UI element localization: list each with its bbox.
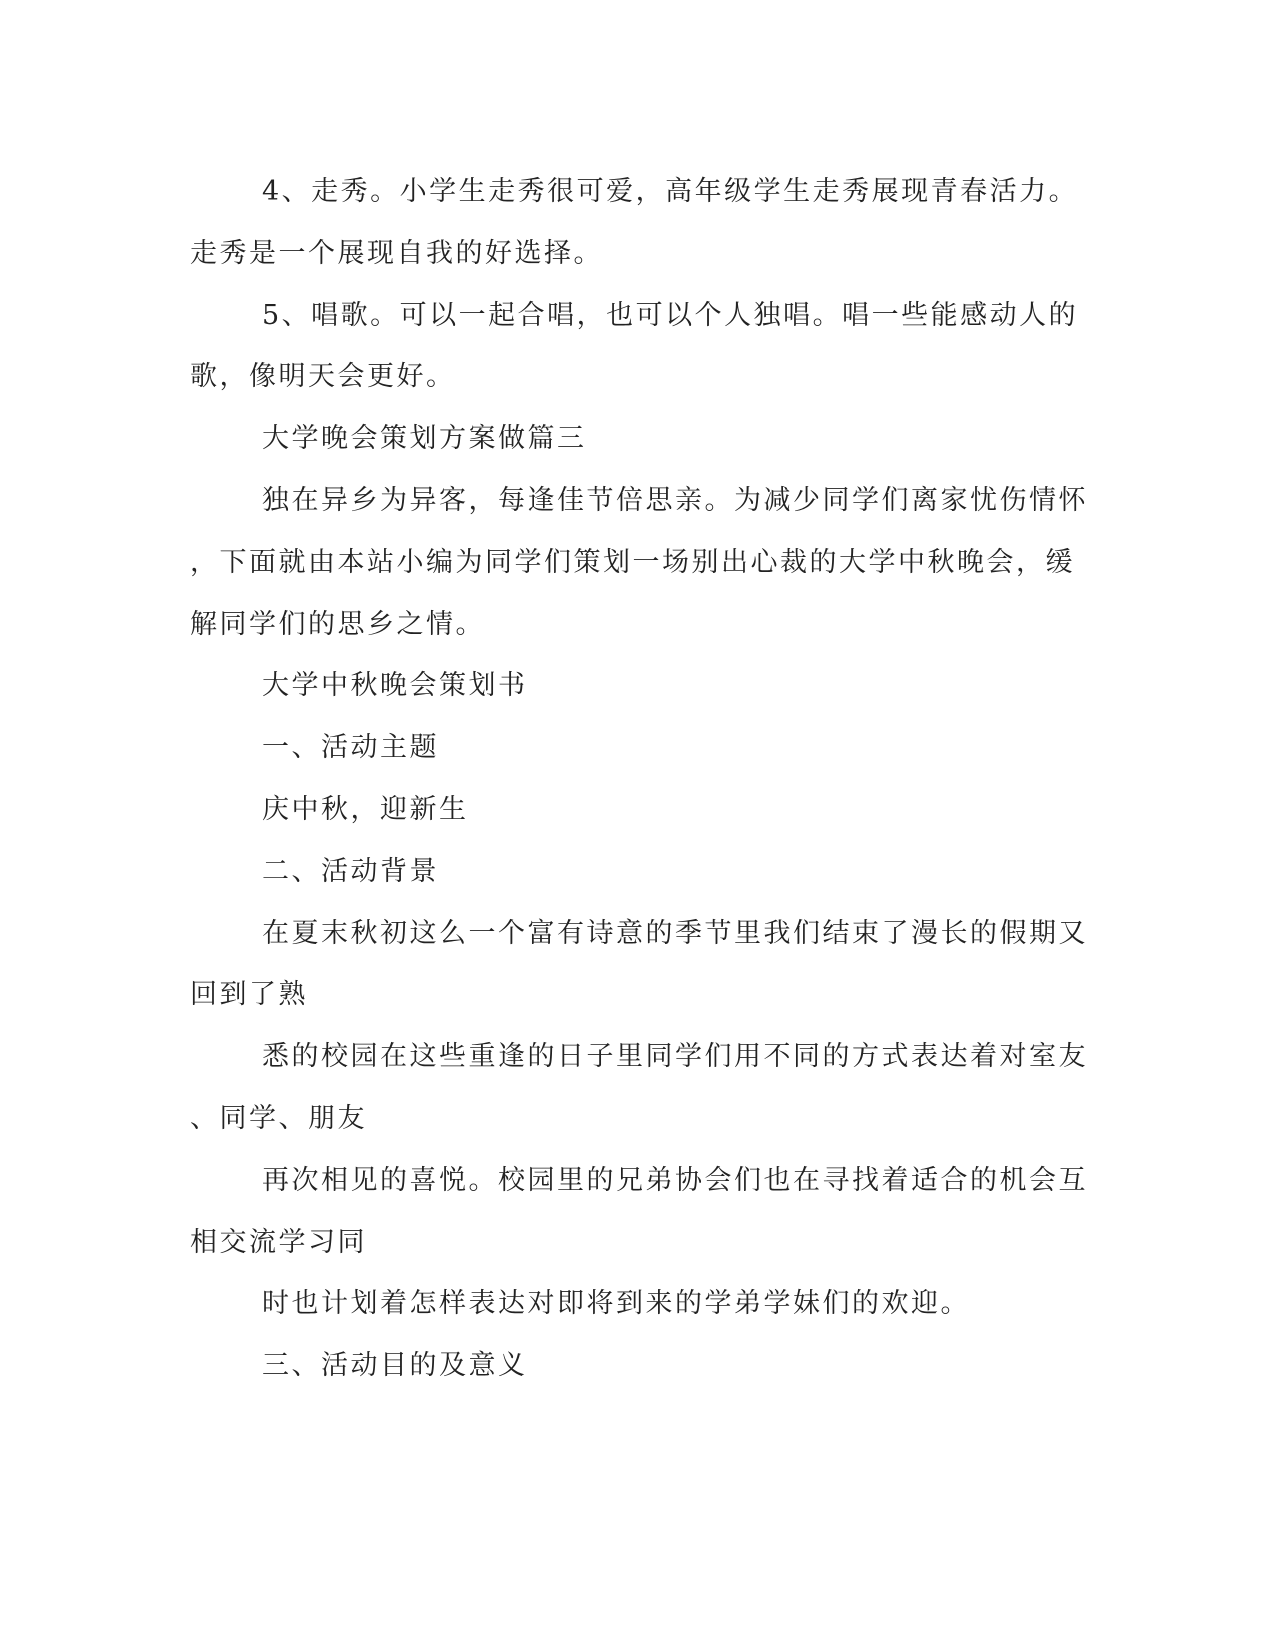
section-heading: 大学晚会策划方案做篇三 [262, 423, 587, 455]
document-body [190, 161, 1090, 1397]
section-heading: 三、活动目的及意义 [262, 1350, 528, 1382]
paragraph-line: 再次相见的喜悦。校园里的兄弟协会们也在寻找着适合的机会互 [262, 1164, 1088, 1196]
paragraph-line: 在夏末秋初这么一个富有诗意的季节里我们结束了漫长的假期又 [262, 917, 1088, 949]
paragraph-line: 悉的校园在这些重逢的日子里同学们用不同的方式表达着对室友 [262, 1041, 1088, 1073]
paragraph-line: 歌，像明天会更好。 [190, 361, 456, 393]
paragraph-line: 庆中秋，迎新生 [262, 793, 469, 825]
paragraph-line: 走秀是一个展现自我的好选择。 [190, 237, 603, 269]
paragraph-line: 回到了熟 [190, 979, 308, 1011]
paragraph-line: 5、唱歌。可以一起合唱，也可以个人独唱。唱一些能感动人的 [262, 299, 1079, 331]
paragraph-line: 相交流学习同 [190, 1226, 367, 1258]
document-title: 大学中秋晚会策划书 [262, 670, 528, 702]
paragraph-line: 解同学们的思乡之情。 [190, 608, 485, 640]
paragraph-line: 4、走秀。小学生走秀很可爱，高年级学生走秀展现青春活力。 [262, 176, 1079, 207]
paragraph-line: 时也计划着怎样表达对即将到来的学弟学妹们的欢迎。 [262, 1288, 970, 1320]
section-heading: 一、活动主题 [262, 732, 439, 764]
paragraph-line: 、同学、朋友 [190, 1102, 367, 1134]
paragraph-line: 独在异乡为异客，每逢佳节倍思亲。为减少同学们离家忧伤情怀 [262, 484, 1088, 516]
paragraph-line: ，下面就由本站小编为同学们策划一场别出心裁的大学中秋晚会，缓 [190, 546, 1075, 578]
section-heading: 二、活动背景 [262, 855, 439, 887]
